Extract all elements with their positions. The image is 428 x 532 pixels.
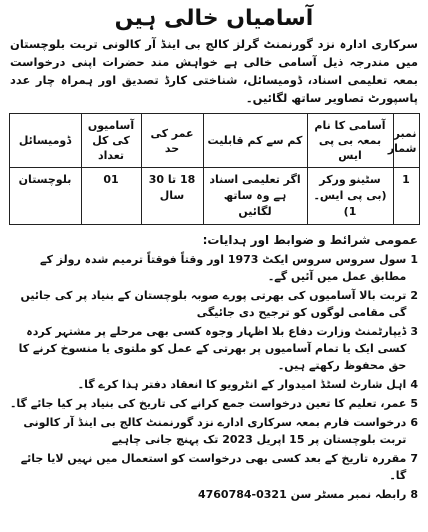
cell-serial-no: 1 bbox=[393, 168, 419, 225]
rule-item bbox=[10, 395, 418, 412]
rule-number: 6 bbox=[410, 416, 418, 429]
rule-number: 7 bbox=[410, 452, 418, 465]
rule-text: درخواست فارم بمعہ سرکاری ادارے نزد گورنمنٹ کالج بی اینڈ آر کالونی تربت بلوچستان پر 15 اپریل 2023 تک پہنچ جانی چاہیے bbox=[23, 416, 407, 446]
rule-text: اہل شارٹ لسٹڈ امیدوار کے انٹرویو کا انعقاد دفتر ہذا کرے گا۔ bbox=[77, 378, 407, 391]
table-row bbox=[9, 168, 419, 225]
table-header-row bbox=[9, 114, 419, 168]
rule-text: رابطہ نمبر مسٹر سن 0321-4760784 bbox=[197, 488, 407, 501]
rule-text: سول سروس سروس ایکٹ 1973 اور وقتاً فوقتاً ترمیم شدہ رولز کے مطابق عمل میں آئیں گے۔ bbox=[40, 253, 407, 283]
cell-post-title: سٹینو ورکر (بی پی ایس۔1) bbox=[307, 168, 393, 225]
rules-heading: عمومی شرائط و ضوابط اور ہدایات: bbox=[202, 233, 418, 247]
vacancy-table bbox=[9, 113, 420, 225]
ad-title: آسامیاں خالی ہیں bbox=[114, 6, 314, 31]
intro-paragraph: سرکاری ادارہ نزد گورنمنٹ گرلز کالج بی اینڈ آر کالونی تربت بلوچستان میں مندرجہ ذیل آسامی خالی ہے خواہش مند حضرات اپنی درخواست بمعہ تعلیمی اسناد، ڈومیسائل، شناختی کارڈ تصدیق اور ہمراہ چار عدد پاسپورٹ تصاویر ساتھ لگائیں۔ bbox=[10, 37, 418, 105]
cell-post-count: 01 bbox=[81, 168, 141, 225]
rule-item bbox=[10, 376, 418, 393]
rule-number: 3 bbox=[410, 325, 418, 338]
rule-text: عمر، تعلیم کا تعین درخواست جمع کرانے کی تاریخ کی بنیاد پر کیا جائے گا۔ bbox=[9, 397, 407, 410]
cell-domicile: بلوچستان bbox=[9, 168, 81, 225]
rule-item bbox=[10, 450, 418, 484]
header-serial-no: نمبر شمار bbox=[393, 114, 419, 168]
header-age-limit: عمر کی حد bbox=[141, 114, 203, 168]
header-post-count: آسامیوں کی کل تعداد bbox=[81, 114, 141, 168]
header-qualification: کم سے کم قابلیت bbox=[203, 114, 307, 168]
header-domicile: ڈومیسائل bbox=[9, 114, 81, 168]
rule-item bbox=[10, 251, 418, 285]
cell-age-limit: 18 تا 30 سال bbox=[141, 168, 203, 225]
rule-number: 4 bbox=[410, 378, 418, 391]
rules-list bbox=[6, 251, 422, 503]
cell-qualification: اگر تعلیمی اسناد ہے وہ ساتھ لگائیں bbox=[203, 168, 307, 225]
rule-number: 1 bbox=[410, 253, 418, 266]
rule-number: 2 bbox=[410, 289, 418, 302]
rule-number: 5 bbox=[410, 397, 418, 410]
rule-text: تربت بالا آسامیوں کی بھرتی پورے صوبہ بلوچستان کے بنیاد پر کی جائیں گی مقامی لوگوں کو ترجیح دی جائیگی bbox=[20, 289, 407, 319]
header-post-title: آسامی کا نام بمعہ بی پی ایس bbox=[307, 114, 393, 168]
rule-text: مقررہ تاریخ کے بعد کسی بھی درخواست کو استعمال میں نہیں لایا جائے گا۔ bbox=[20, 452, 407, 482]
rule-item bbox=[10, 486, 418, 503]
rule-number: 8 bbox=[410, 488, 418, 501]
rule-item bbox=[10, 414, 418, 448]
rule-item bbox=[10, 287, 418, 321]
rule-item bbox=[10, 323, 418, 374]
rule-text: ڈیپارٹمنٹ وزارت دفاع بلا اظہار وجوہ کسی بھی مرحلے پر مشتہر کردہ کسی ایک یا تمام آسامیوں پر بھرتی کے عمل کو ملتوی یا منسوخ کرنے کا حق محفوظ رکھتے ہیں۔ bbox=[18, 325, 407, 372]
